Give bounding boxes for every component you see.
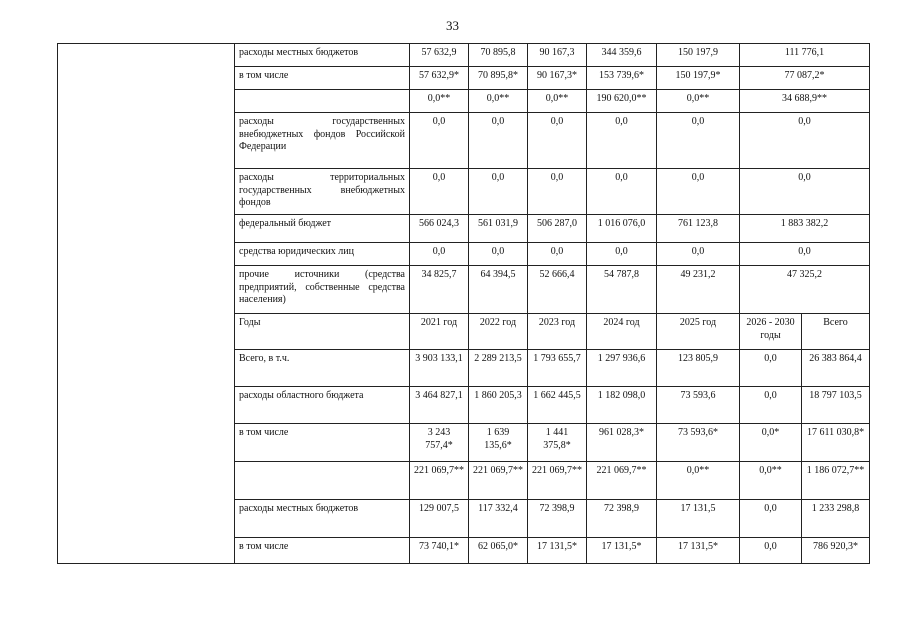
- row-label: федеральный бюджет: [235, 215, 410, 243]
- row-label: расходы государственных внебюджетных фондов Российской Федерации: [235, 113, 410, 169]
- value-cell: 123 805,9: [657, 350, 740, 387]
- value-cell: 54 787,8: [587, 266, 657, 314]
- value-cell: 0,0: [528, 243, 587, 266]
- value-cell: 0,0**: [410, 90, 469, 113]
- year-header-cell: 2022 год: [469, 314, 528, 350]
- row-label: расходы местных бюджетов: [235, 500, 410, 538]
- table-row: [58, 44, 870, 67]
- value-cell: 0,0: [410, 113, 469, 169]
- value-cell: 73 593,6: [657, 387, 740, 424]
- row-label: в том числе: [235, 424, 410, 462]
- value-cell: 0,0: [587, 113, 657, 169]
- value-cell: 221 069,7**: [587, 462, 657, 500]
- value-cell: 0,0: [740, 500, 802, 538]
- row-label: прочие источники (средства предприятий, собственные средства населения): [235, 266, 410, 314]
- value-cell: 150 197,9: [657, 44, 740, 67]
- year-header-cell: 2024 год: [587, 314, 657, 350]
- year-header-cell: 2023 год: [528, 314, 587, 350]
- row-label: средства юридических лиц: [235, 243, 410, 266]
- value-cell: 0,0: [657, 243, 740, 266]
- value-cell: 70 895,8: [469, 44, 528, 67]
- value-cell: 0,0: [469, 169, 528, 215]
- value-cell: 0,0**: [657, 90, 740, 113]
- value-cell: 18 797 103,5: [802, 387, 870, 424]
- row-label: расходы территориальных государственных внебюджетных фондов: [235, 169, 410, 215]
- value-cell: 561 031,9: [469, 215, 528, 243]
- value-cell: 0,0: [740, 243, 870, 266]
- value-cell: 1 639 135,6*: [469, 424, 528, 462]
- value-cell: 52 666,4: [528, 266, 587, 314]
- row-label: в том числе: [235, 67, 410, 90]
- value-cell: 17 131,5: [657, 500, 740, 538]
- value-cell: 0,0: [740, 350, 802, 387]
- value-cell: 0,0: [740, 169, 870, 215]
- value-cell: 1 883 382,2: [740, 215, 870, 243]
- value-cell: 49 231,2: [657, 266, 740, 314]
- year-header-cell: 2025 год: [657, 314, 740, 350]
- value-cell: 761 123,8: [657, 215, 740, 243]
- value-cell: 72 398,9: [587, 500, 657, 538]
- value-cell: 1 297 936,6: [587, 350, 657, 387]
- value-cell: 34 688,9**: [740, 90, 870, 113]
- year-header-cell: Всего: [802, 314, 870, 350]
- value-cell: 0,0: [469, 243, 528, 266]
- value-cell: 117 332,4: [469, 500, 528, 538]
- value-cell: 1 441 375,8*: [528, 424, 587, 462]
- year-header-cell: 2021 год: [410, 314, 469, 350]
- value-cell: 0,0**: [469, 90, 528, 113]
- value-cell: 1 860 205,3: [469, 387, 528, 424]
- value-cell: 0,0: [410, 243, 469, 266]
- value-cell: 190 620,0**: [587, 90, 657, 113]
- value-cell: 1 793 655,7: [528, 350, 587, 387]
- value-cell: 153 739,6*: [587, 67, 657, 90]
- row-label: Всего, в т.ч.: [235, 350, 410, 387]
- value-cell: 72 398,9: [528, 500, 587, 538]
- section-column-cell: [58, 44, 235, 564]
- value-cell: 0,0: [740, 113, 870, 169]
- value-cell: 73 740,1*: [410, 538, 469, 564]
- value-cell: 1 186 072,7**: [802, 462, 870, 500]
- value-cell: 90 167,3: [528, 44, 587, 67]
- row-label: [235, 90, 410, 113]
- value-cell: 506 287,0: [528, 215, 587, 243]
- value-cell: 3 903 133,1: [410, 350, 469, 387]
- value-cell: 0,0: [657, 169, 740, 215]
- value-cell: 90 167,3*: [528, 67, 587, 90]
- value-cell: 1 662 445,5: [528, 387, 587, 424]
- row-label: расходы местных бюджетов: [235, 44, 410, 67]
- value-cell: 786 920,3*: [802, 538, 870, 564]
- value-cell: 1 016 076,0: [587, 215, 657, 243]
- value-cell: 0,0**: [657, 462, 740, 500]
- year-header-cell: 2026 - 2030 годы: [740, 314, 802, 350]
- value-cell: 0,0: [528, 169, 587, 215]
- value-cell: 0,0**: [740, 462, 802, 500]
- value-cell: 57 632,9*: [410, 67, 469, 90]
- value-cell: 57 632,9: [410, 44, 469, 67]
- row-label: в том числе: [235, 538, 410, 564]
- value-cell: 1 182 098,0: [587, 387, 657, 424]
- value-cell: 17 131,5*: [657, 538, 740, 564]
- value-cell: 0,0*: [740, 424, 802, 462]
- value-cell: 3 243 757,4*: [410, 424, 469, 462]
- value-cell: 17 131,5*: [587, 538, 657, 564]
- value-cell: 0,0: [657, 113, 740, 169]
- value-cell: 566 024,3: [410, 215, 469, 243]
- value-cell: 221 069,7**: [469, 462, 528, 500]
- row-label: [235, 462, 410, 500]
- value-cell: 70 895,8*: [469, 67, 528, 90]
- value-cell: 34 825,7: [410, 266, 469, 314]
- value-cell: 0,0**: [528, 90, 587, 113]
- value-cell: 0,0: [740, 387, 802, 424]
- value-cell: 26 383 864,4: [802, 350, 870, 387]
- value-cell: 3 464 827,1: [410, 387, 469, 424]
- value-cell: 64 394,5: [469, 266, 528, 314]
- page-number: 33: [446, 18, 459, 33]
- value-cell: 2 289 213,5: [469, 350, 528, 387]
- value-cell: 961 028,3*: [587, 424, 657, 462]
- value-cell: 73 593,6*: [657, 424, 740, 462]
- value-cell: 344 359,6: [587, 44, 657, 67]
- value-cell: 221 069,7**: [528, 462, 587, 500]
- years-header-label: Годы: [235, 314, 410, 350]
- value-cell: 47 325,2: [740, 266, 870, 314]
- budget-table: [57, 43, 870, 564]
- value-cell: 17 131,5*: [528, 538, 587, 564]
- value-cell: 0,0: [740, 538, 802, 564]
- value-cell: 0,0: [528, 113, 587, 169]
- value-cell: 1 233 298,8: [802, 500, 870, 538]
- value-cell: 0,0: [587, 243, 657, 266]
- value-cell: 17 611 030,8*: [802, 424, 870, 462]
- value-cell: 0,0: [410, 169, 469, 215]
- value-cell: 0,0: [587, 169, 657, 215]
- value-cell: 221 069,7**: [410, 462, 469, 500]
- value-cell: 62 065,0*: [469, 538, 528, 564]
- value-cell: 111 776,1: [740, 44, 870, 67]
- value-cell: 129 007,5: [410, 500, 469, 538]
- value-cell: 150 197,9*: [657, 67, 740, 90]
- value-cell: 77 087,2*: [740, 67, 870, 90]
- value-cell: 0,0: [469, 113, 528, 169]
- row-label: расходы областного бюджета: [235, 387, 410, 424]
